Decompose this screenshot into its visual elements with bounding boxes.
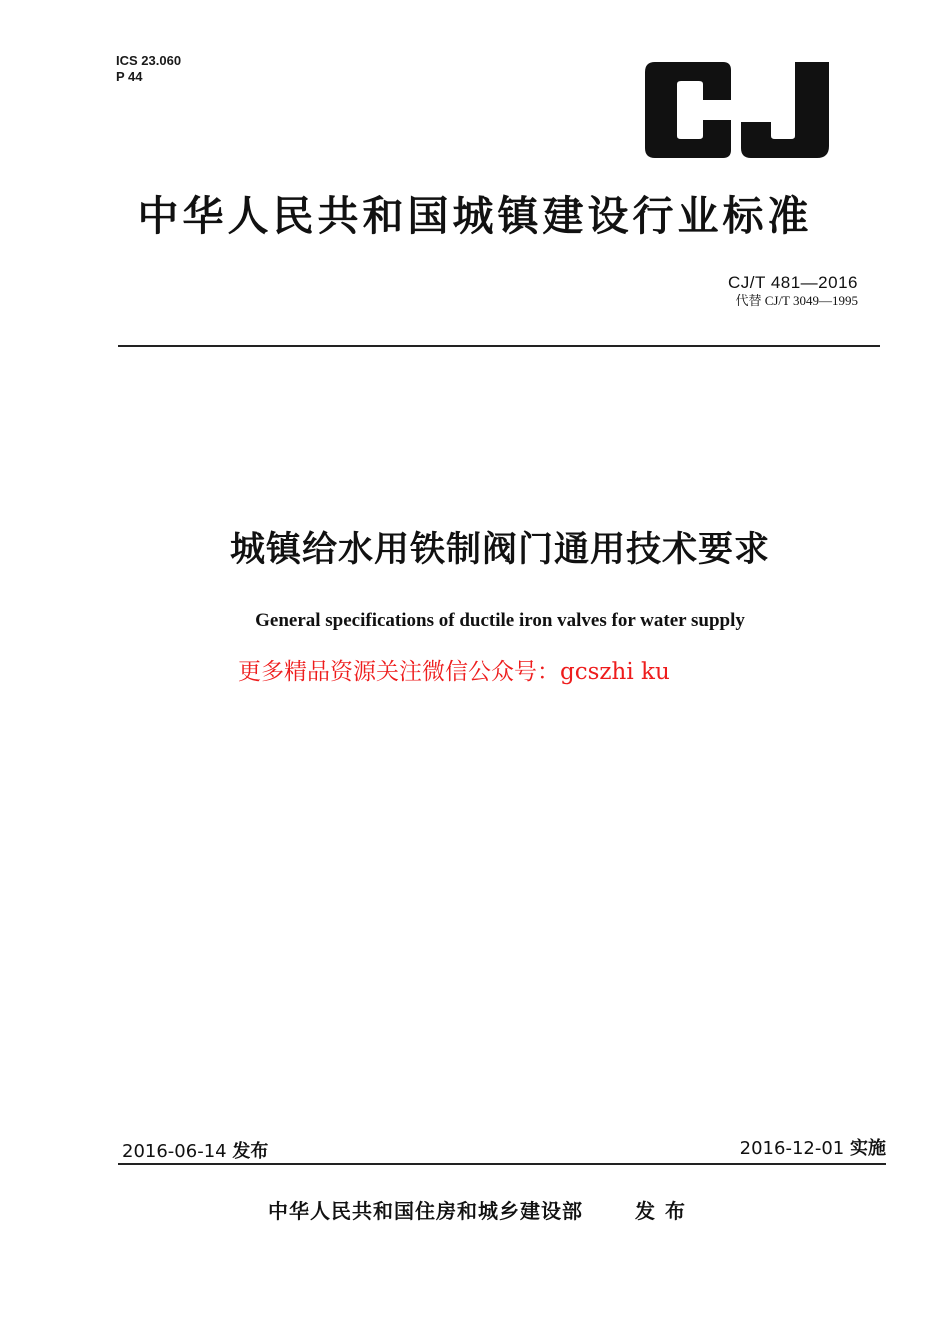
issuer-line	[268, 1197, 695, 1225]
promo-text: 更多精品资源关注微信公众号：gcszhi ku	[238, 659, 670, 685]
replaces-standard: 代替 CJ/T 3049—1995	[735, 293, 858, 308]
issue-suffix: 发布	[232, 1141, 269, 1162]
issue-date: 2016-06-14	[122, 1141, 227, 1162]
english-title: General specifications of ductile iron valves for water supply	[255, 610, 745, 631]
issue-date-line	[122, 1140, 268, 1164]
chinese-title: 城镇给水用铁制阀门通用技术要求	[229, 530, 770, 570]
implement-suffix: 实施	[850, 1138, 886, 1159]
implement-date-line	[740, 1137, 886, 1161]
standard-number: CJ/T 481—2016	[728, 273, 858, 292]
issuing-authority: 中华人民共和国住房和城乡建设部	[268, 1199, 583, 1223]
footer-divider	[118, 1163, 886, 1165]
standard-series-title: 中华人民共和国城镇建设行业标准	[137, 192, 813, 240]
standard-number-block	[728, 273, 858, 309]
implement-date: 2016-12-01	[739, 1138, 845, 1159]
ics-code: ICS 23.060	[116, 53, 182, 68]
category-code: P 44	[116, 69, 143, 84]
header-divider	[118, 345, 880, 347]
issuing-word: 发布	[634, 1199, 695, 1223]
cj-logo	[645, 62, 829, 158]
classification-codes	[116, 53, 181, 85]
